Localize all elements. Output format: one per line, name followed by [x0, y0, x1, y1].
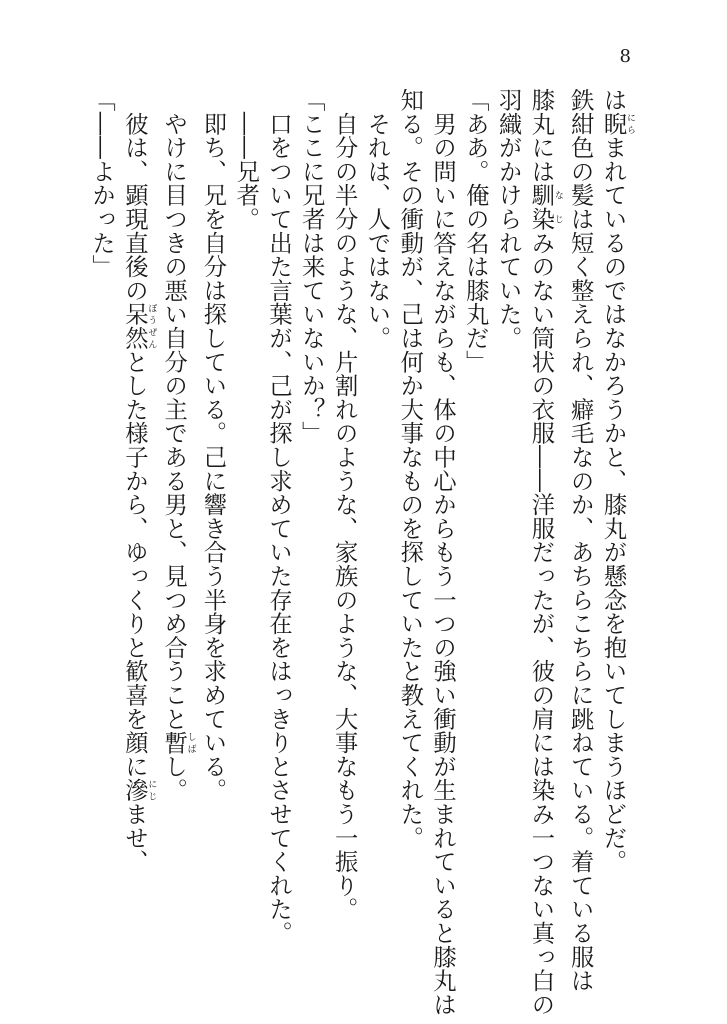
text-segment: まれているのではなかろうかと、膝丸が懸念を抱いてしまうほどだ。 — [599, 135, 627, 874]
text-segment: 彼は、顕現直後の — [120, 88, 148, 303]
text-segment: は — [599, 88, 627, 112]
ruby-reading: ぼうぜん — [146, 302, 157, 350]
text-line — [425, 88, 458, 1017]
text-line — [156, 88, 195, 988]
text-segment: 「ああ。俺の名は膝丸だ」 — [461, 88, 489, 374]
ruby-reading: にら — [625, 111, 635, 136]
text-segment: 鉄紺色の髪は短く整えられ、癖毛なのか、あちらこちらに跳ねている。着ている服は — [566, 88, 594, 993]
text-line — [524, 88, 563, 1017]
ruby-reading: にじ — [146, 778, 157, 803]
text-segment: し。 — [160, 754, 188, 803]
text-segment: とした様子から、ゆっくりと歓喜を顔に — [120, 349, 148, 779]
text-line — [563, 88, 596, 993]
text-segment: ――兄者。 — [232, 88, 260, 231]
text-segment: みのない筒状の衣服――洋服だったが、彼の肩には染み一つない真っ白の — [527, 230, 555, 1017]
text-segment: 「ここに兄者は来ていないか？」 — [297, 88, 325, 445]
ruby-annotation — [160, 730, 196, 755]
ruby-annotation — [599, 111, 635, 136]
text-line — [84, 88, 117, 988]
text-segment: 膝丸には — [527, 88, 555, 184]
text-line — [491, 88, 524, 988]
ruby-annotation — [120, 778, 157, 803]
ruby-base: 暫 — [160, 730, 188, 755]
text-line — [458, 88, 491, 988]
ruby-reading: なじ — [552, 183, 563, 231]
ruby-base: 馴染 — [527, 183, 555, 231]
text-segment: それは、人ではない。 — [363, 88, 391, 350]
ruby-base: 睨 — [599, 111, 627, 136]
text-segment: 知る。その衝動が、己は何か大事なものを探していたと教えてくれた。 — [396, 88, 424, 850]
ruby-base: 滲 — [120, 778, 148, 803]
text-segment: 即ち、兄を自分は探している。己に響き合う半身を求めている。 — [199, 88, 227, 802]
text-line — [261, 88, 294, 988]
text-line — [117, 88, 156, 988]
body-text — [84, 88, 635, 1017]
text-line — [392, 88, 425, 988]
text-segment: 羽織がかけられていた。 — [494, 88, 522, 350]
text-segment: 口をついて出た言葉が、己が探し求めていた存在をはっきりとさせてくれた。 — [265, 88, 293, 945]
ruby-annotation — [120, 302, 157, 350]
text-line — [360, 88, 393, 988]
text-segment: 男の問いに答えながらも、体の中心からもう一つの強い衝動が生まれていると膝丸は — [429, 88, 457, 1017]
ruby-reading: しば — [185, 730, 196, 755]
text-line — [596, 88, 635, 988]
text-segment: ませ、 — [120, 802, 148, 874]
text-line — [228, 88, 261, 988]
text-segment: 「――よかった」 — [88, 88, 116, 279]
text-segment: やけに目つきの悪い自分の主である男と、見つめ合うこと — [160, 88, 188, 731]
text-line — [196, 88, 229, 988]
page-number: 8 — [619, 46, 631, 67]
text-line — [294, 88, 327, 988]
text-line — [327, 88, 360, 988]
text-segment: 自分の半分のような、片割れのような、家族のような、大事なもう一振り。 — [330, 88, 358, 921]
ruby-base: 呆然 — [120, 302, 148, 350]
ruby-annotation — [527, 183, 563, 231]
